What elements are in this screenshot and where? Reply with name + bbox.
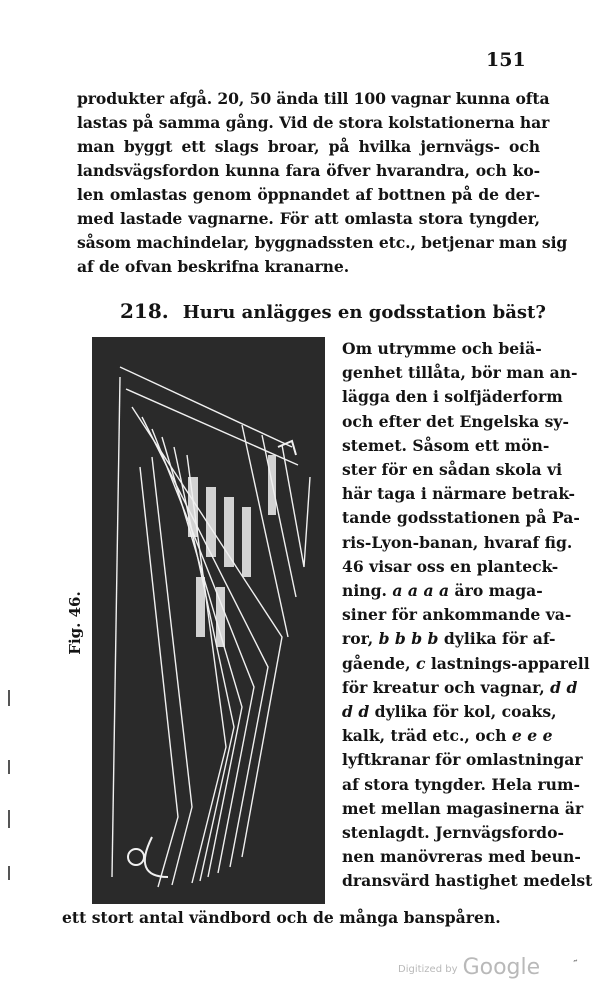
section-number: 218.	[120, 299, 169, 323]
stray-mark: ˜	[571, 957, 583, 973]
paragraph-line: man byggt ett slags broar, på hvilka jernvägs- och	[77, 137, 540, 156]
paragraph-line: landsvägsfordon kunna fara öfver hvarandra, och ko-	[77, 161, 540, 180]
column-line: 46 visar oss en planteck-	[342, 556, 559, 576]
paragraph-line: lastas på samma gång. Vid de stora kolstationerna har	[77, 113, 550, 132]
column-line: nen manövreras med beun-	[342, 847, 581, 867]
station-plan-drawing	[92, 337, 325, 904]
column-line: här taga i närmare betrak-	[342, 484, 575, 504]
station-plan-figure	[92, 337, 325, 904]
column-line: met mellan magasinerna är	[342, 798, 584, 818]
paragraph-line: len omlastas genom öppnandet af bottnen på de der-	[77, 185, 540, 204]
margin-marks	[6, 690, 12, 890]
column-line: stenlagdt. Jernvägsfordo-	[342, 823, 564, 843]
watermark-prefix: Digitized by	[398, 964, 458, 975]
digitized-watermark	[398, 955, 540, 980]
paragraph-line: såsom machindelar, byggnadssten etc., betjenar man sig	[77, 233, 568, 252]
column-line: stemet. Såsom ett mön-	[342, 435, 550, 455]
column-line: kalk, träd etc., och e e e	[342, 726, 553, 746]
figure-label: Fig. 46.	[66, 591, 84, 655]
column-line: dransvärd hastighet medelst	[342, 871, 593, 891]
column-line: d d dylika för kol, coaks,	[342, 702, 557, 722]
final-line: ett stort antal vändbord och de många banspåren.	[62, 908, 501, 927]
column-line: Om utrymme och beiä-	[342, 339, 542, 358]
column-line: lägga den i solfjäderform	[342, 387, 563, 407]
column-line: ning. a a a a äro maga-	[342, 581, 543, 601]
column-line: lyftkranar för omlastningar	[342, 750, 583, 770]
section-title: Huru anlägges en godsstation bäst?	[182, 302, 546, 323]
google-logo: Google	[462, 955, 541, 980]
column-line: ris-Lyon-banan, hvaraf fig.	[342, 532, 573, 552]
paragraph-line: med lastade vagnarne. För att omlasta stora tyngder,	[77, 209, 540, 228]
paragraph-line: af de ofvan beskrifna kranarne.	[77, 257, 350, 276]
paragraph-line: produkter afgå. 20, 50 ända till 100 vagnar kunna ofta	[77, 89, 550, 108]
section-heading	[120, 299, 546, 323]
column-line: ster för en sådan skola vi	[342, 460, 563, 480]
column-line: gående, c lastnings-apparell	[342, 653, 590, 673]
column-line: och efter det Engelska sy-	[342, 411, 569, 431]
right-column-text	[342, 337, 593, 894]
page-number: 151	[486, 49, 526, 71]
column-line: genhet tillåta, bör man an-	[342, 363, 578, 383]
body-paragraph	[77, 87, 568, 279]
column-line: af stora tyngder. Hela rum-	[342, 774, 580, 794]
column-line: för kreatur och vagnar, d d	[342, 677, 578, 697]
column-line: tande godsstationen på Pa-	[342, 508, 580, 528]
column-line: ror, b b b b dylika för af-	[342, 629, 556, 649]
column-line: siner för ankommande va-	[342, 605, 572, 625]
